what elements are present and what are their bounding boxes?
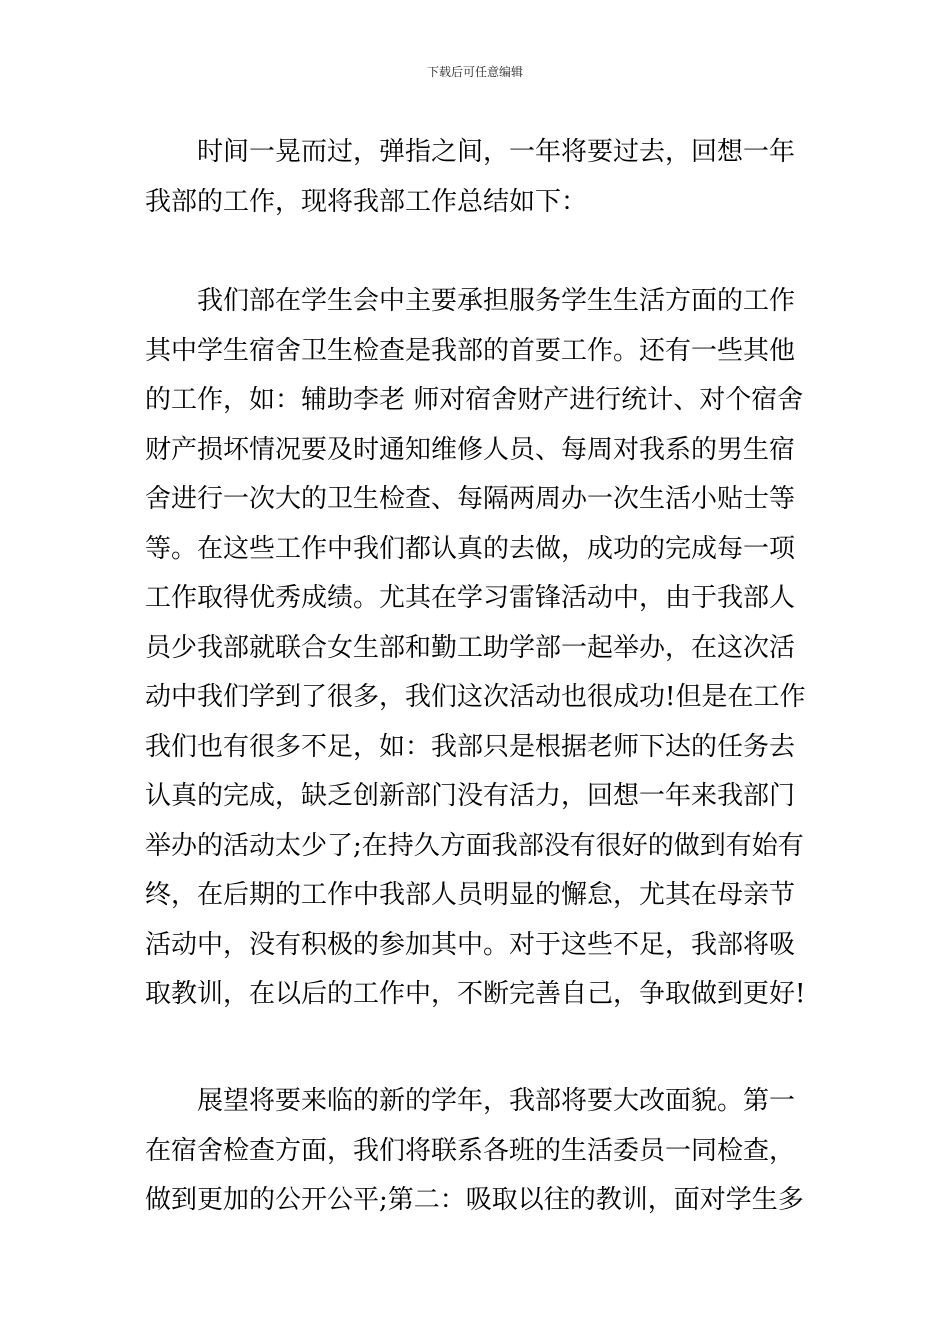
text-line: 的工作，如：辅助李老 师对宿舍财产进行统计、对个宿舍 [145, 385, 804, 415]
text-line: 活动中，没有积极的参加其中。对于这些不足，我部将吸 [145, 929, 796, 960]
text-line: 舍进行一次大的卫生检查、每隔两周办一次生活小贴士等 [145, 484, 796, 514]
text-line: 员少我部就联合女生部和勤工助学部一起举办，在这次活 [145, 632, 796, 663]
text-line: 其中学生宿舍卫生检查是我部的首要工作。还有一些其他 [145, 335, 796, 366]
text-line: 举办的活动太少了;在持久方面我部没有很好的做到有始有 [145, 830, 804, 861]
header-note: 下载后可任意编辑 [426, 65, 523, 79]
text-line: 我们也有很多不足，如：我部只是根据老师下达的任务去 [145, 731, 796, 762]
text-line: 财产损坏情况要及时通知维修人员、每周对我系的男生宿 [145, 434, 796, 465]
text-line: 取教训，在以后的工作中，不断完善自己，争取做到更好! [145, 979, 806, 1009]
paragraph-3 [145, 1077, 807, 1226]
text-line: 等。在这些工作中我们都认真的去做，成功的完成每一项 [145, 533, 796, 564]
text-line: 时间一晃而过，弹指之间，一年将要过去，回想一年 [197, 137, 796, 167]
text-line: 展望将要来临的新的学年，我部将要大改面貌。第一 [197, 1086, 796, 1116]
text-line: 我部的工作，现将我部工作总结如下： [145, 186, 588, 217]
text-line: 动中我们学到了很多，我们这次活动也很成功!但是在工作 [145, 682, 806, 712]
text-line: 我们部在学生会中主要承担服务学生生活方面的工作 [197, 286, 796, 316]
text-line: 工作取得优秀成绩。尤其在学习雷锋活动中，由于我部人 [145, 583, 796, 613]
paragraph-2 [145, 277, 807, 1020]
text-line: 认真的完成，缺乏创新部门没有活力，回想一年来我部门 [145, 781, 796, 811]
paragraph-1 [145, 128, 807, 227]
text-line: 做到更加的公开公平;第二：吸取以往的教训，面对学生多 [145, 1185, 804, 1215]
text-line: 在宿舍检查方面，我们将联系各班的生活委员一同检查， [145, 1135, 796, 1166]
text-line: 终，在后期的工作中我部人员明显的懈怠，尤其在母亲节 [145, 880, 796, 910]
